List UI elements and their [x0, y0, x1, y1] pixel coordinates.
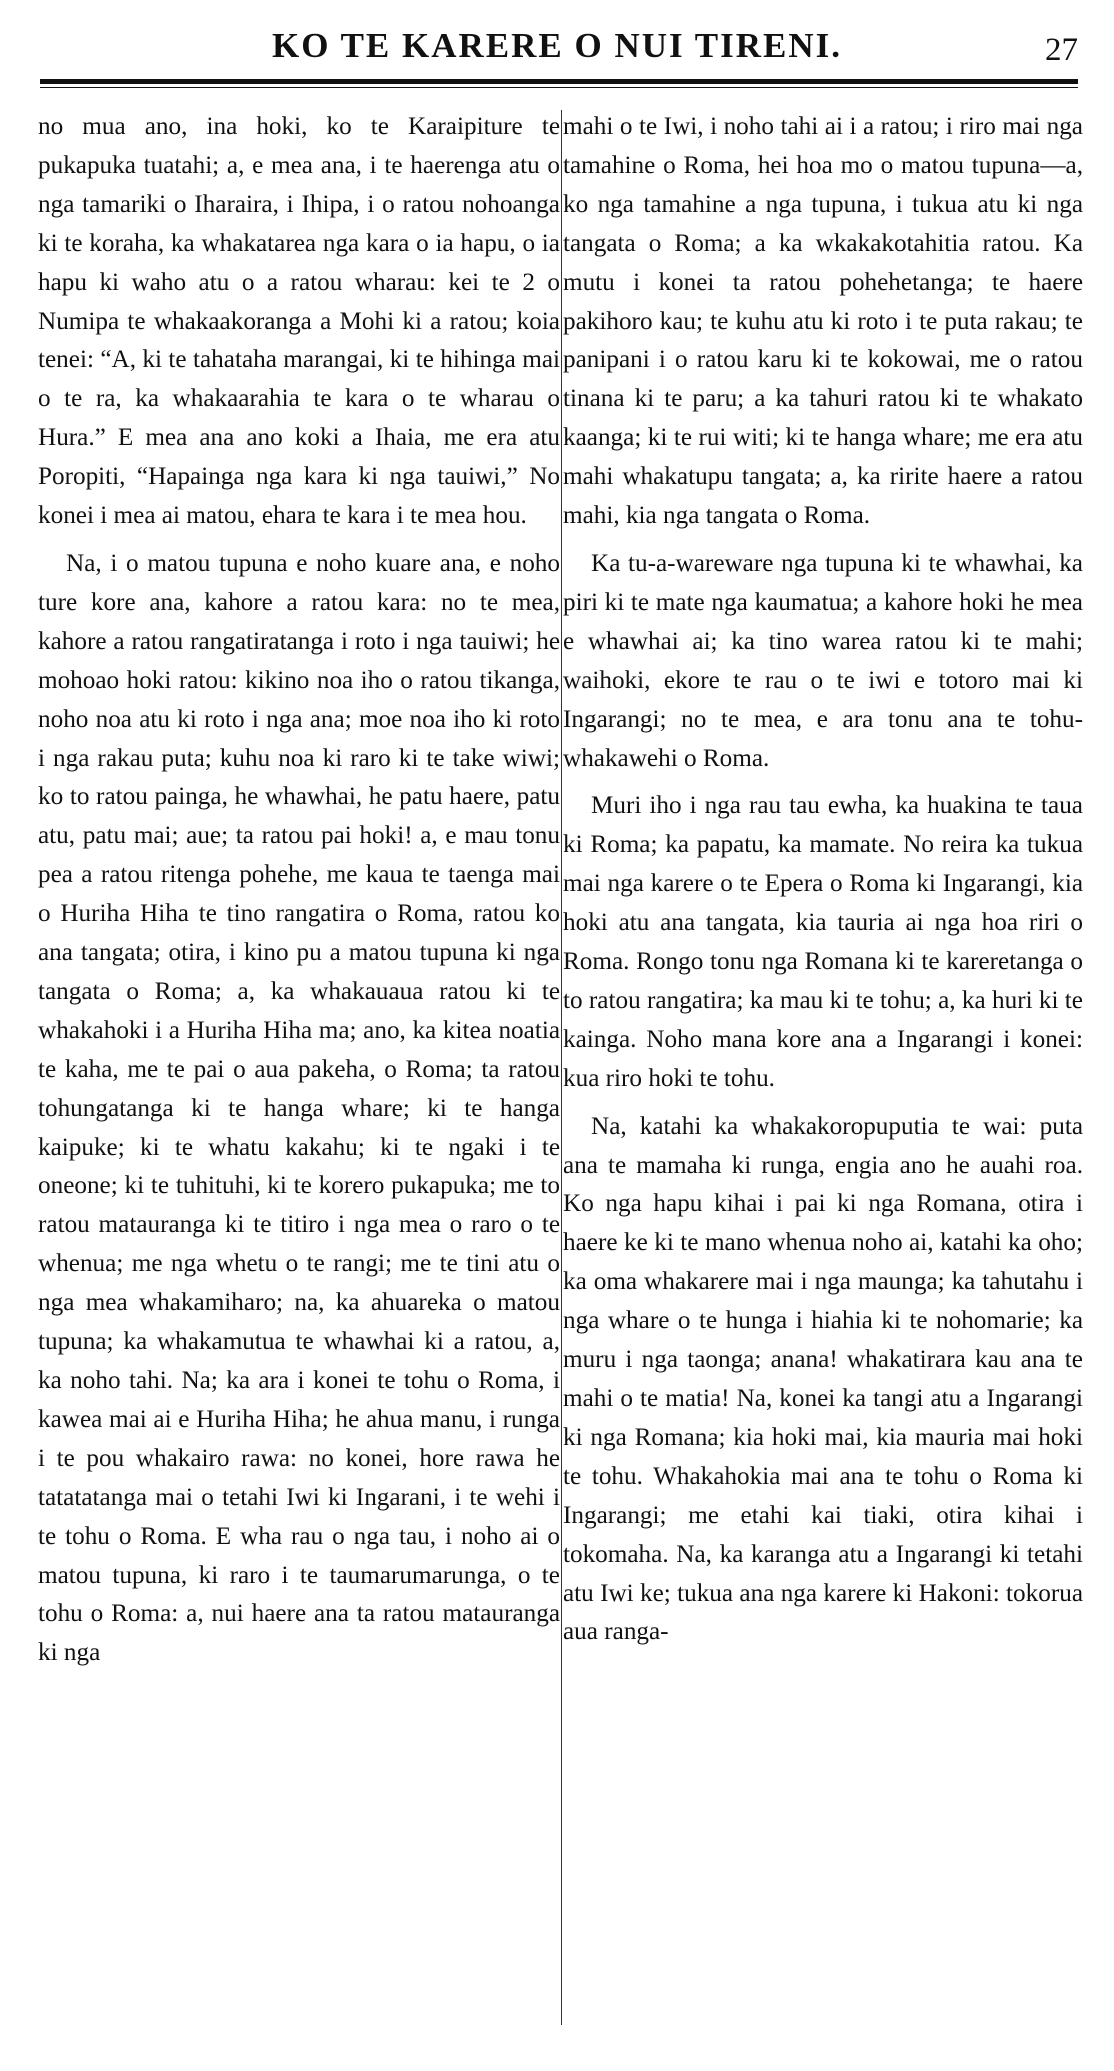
page-number: 27 [1045, 32, 1078, 68]
right-column [563, 108, 1083, 1652]
left-column [38, 108, 560, 1673]
running-title: KO TE KARERE O NUI TIRENI. [272, 26, 842, 65]
right-paragraph-3: Muri iho i nga rau tau ewha, ka huakina te taua ki Roma; ka papatu, ka mamate. No reira ka tukua mai nga karere o te Epera o Roma ki Ingarangi, kia hoki atu ana tangata, kia tauria ai nga hoa riri o Roma. Rongo tonu nga Romana ki te kareretanga o to ratou rangatira; ka mau ki te tohu; a, ka huri ki te kainga. Noho mana kore ana a Ingarangi i konei: kua riro hoki te tohu. [563, 792, 1083, 1092]
left-paragraph-2: Na, i o matou tupuna e noho kuare ana, e noho ture kore ana, kahore a ratou kara: no te mea, kahore a ratou rangatiratanga i roto i nga tauiwi; he mohoao hoki ratou: kikino noa iho o ratou tikanga, noho noa atu ki roto i nga ana; moe noa iho ki roto i nga rakau puta; kuhu noa ki raro ki te take wiwi; ko to ratou painga, he whawhai, he patu haere, patu atu, patu mai; aue; ta ratou pai hoki! a, e mau tonu pea a ratou ritenga pohehe, me kaua te taenga mai o Huriha Hiha te tino rangatira o Roma, ratou ko ana tangata; otira, i kino pu a matou tupuna ki nga tangata o Roma; a, ka whakauaua ratou ki te whakahoki i a Huriha Hiha ma; ano, ka kitea noatia te kaha, me te pai o aua pakeha, o Roma; ta ratou tohungatanga ki te hanga whare; ki te hanga kaipuke; ki te whatu kakahu; ki te ngaki i te oneone; ki te tuhituhi, ki te korero pukapuka; me to ratou matauranga ki te titiro i nga mea o raro o te whenua; me nga whetu o te rangi; me te tini atu o nga mea whakamiharo; na, ka ahuareka o matou tupuna; ka whakamutua te whawhai ki a ratou, a, ka noho tahi. Na; ka ara i konei te tohu o Roma, i kawea mai ai e Huriha Hiha; he ahua manu, i runga i te pou whakairo rawa: no konei, hore rawa he tatatatanga mai o tetahi Iwi ki Ingarani, i te wehi i te tohu o Roma. E wha rau o nga tau, i noho ai o matou tupuna, ki raro i te taumarumarunga, o te tohu o Roma: a, nui haere ana ta ratou matauranga ki nga [38, 549, 560, 1667]
left-paragraph-1: no mua ano, ina hoki, ko te Karaipiture te pukapuka tuatahi; a, e mea ana, i te haerenga atu o nga tamariki o Iharaira, i Ihipa, i o ratou nohoanga ki te koraha, ka whakatarea nga kara o ia hapu, o ia hapu ki waho atu o a ratou wharau: kei te 2 o Numipa te whakaakoranga a Mohi ki a ratou; koia tenei: “A, ki te tahataha marangai, ki te hihinga mai o te ra, ka whakaarahia te kara o te wharau o Hura.” E mea ana ano koki a Ihaia, me era atu Poropiti, “Hapainga nga kara ki nga tauiwi,” No konei i mea ai matou, ehara te kara i te mea hou. [38, 113, 560, 530]
right-paragraph-2: Ka tu-a-wareware nga tupuna ki te whawhai, ka piri ki te mate nga kaumatua; a kahore hoki he mea e whawhai ai; ka tino warea ratou ki te mahi; waihoki, ekore te rau o te iwi e totoro mai ki Ingarangi; no te mea, e ara tonu ana te tohu-whakawehi o Roma. [563, 549, 1083, 772]
column-divider [561, 110, 562, 2025]
right-paragraph-1: mahi o te Iwi, i noho tahi ai i a ratou; i riro mai nga tamahine o Roma, hei hoa mo o matou tupuna—a, ko nga tamahine a nga tupuna, i tukua atu ki nga tangata o Roma; a ka wkakakotahitia ratou. Ka mutu i konei ta ratou pohehetanga; te haere pakihoro kau; te kuhu atu ki roto i te puta rakau; te panipani i o ratou karu ki te kokowai, me o ratou tinana ki te paru; a ka tahuri ratou ki te whakato kaanga; ki te rui witi; ki te hanga whare; me era atu mahi whakatupu tangata; a, ka ririte haere a ratou mahi, kia nga tangata o Roma. [563, 113, 1083, 530]
right-paragraph-4: Na, katahi ka whakakoropuputia te wai: puta ana te mamaha ki runga, engia ano he auahi roa. Ko nga hapu kihai i pai ki nga Romana, otira i haere ke ki te mano whenua noho ai, katahi ka oho; ka oma whakarere mai i nga maunga; ka tahutahu i nga whare o te hunga i hiahia ki te nohomarie; ka muru i nga taonga; anana! whakatirara kau ana te mahi o te matia! Na, konei ka tangi atu a Ingarangi ki nga Romana; kia hoki mai, kia mauria mai hoki te tohu. Whakahokia mai ana te tohu o Roma ki Ingarangi; me etahi kai tiaki, otira kihai i tokomaha. Na, ka karanga atu a Ingarangi ki tetahi atu Iwi ke; tukua ana nga karere ki Hakoni: tokorua aua ranga- [563, 1112, 1083, 1646]
header-rule [40, 79, 1078, 88]
